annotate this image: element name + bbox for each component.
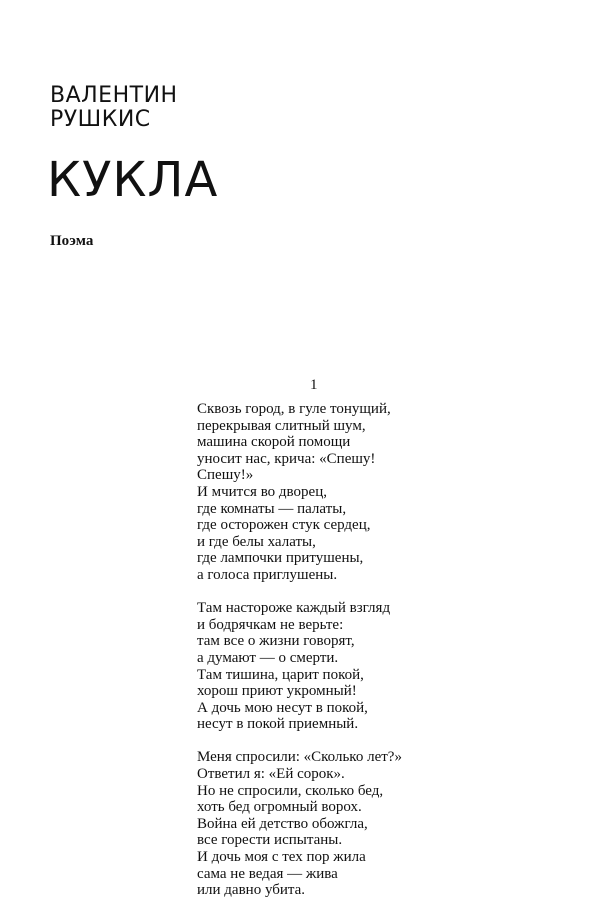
author-last-name: РУШКИС [50,107,151,132]
poem-line: где осторожен стук сердец, [197,517,371,534]
poem-line: А дочь мою несут в покой, [197,699,368,716]
poem-line: там все о жизни говорят, [197,633,355,650]
poem-line: Меня спросили: «Сколько лет?» [197,749,402,766]
poem-line: перекрывая слитный шум, [197,417,366,434]
poem-line: Спешу!» [197,467,254,484]
poem-line: где лампочки притушены, [197,550,364,567]
poem-line: а думают — о смерти. [197,649,339,666]
poem-line: а голоса приглушены. [197,566,338,583]
poem-line: или давно убита. [197,882,306,899]
poem-line: И мчится во дворец, [197,483,327,500]
stanza [197,401,437,584]
poem-line: машина скорой помощи [197,434,351,451]
poem-line: и где белы халаты, [197,533,316,550]
stanza [197,749,437,898]
poem-line: хоть бед огромный ворох. [197,799,362,816]
author-name [50,84,178,132]
poem-line: Но не спросили, сколько бед, [197,782,384,799]
poem-line: Там тишина, царит покой, [197,666,364,683]
poem-line: Там настороже каждый взгляд [197,600,391,617]
poem-line: где комнаты — палаты, [197,500,347,517]
poem-line: несут в покой приемный. [197,716,359,733]
poem-line: уносит нас, крича: «Спешу! [197,450,376,467]
poem-line: Сквозь город, в гуле тонущий, [197,401,391,417]
genre-label: Поэма [50,233,94,249]
poem-line: все горести испытаны. [197,832,343,849]
poem-body [197,401,437,899]
poem-line: Ответил я: «Ей сорок». [197,766,345,783]
poem-title: КУКЛА [47,152,219,208]
section-number: 1 [310,377,318,393]
poem-line: Война ей детство обожгла, [197,815,368,832]
author-first-name: ВАЛЕНТИН [50,83,178,108]
poem-line: и бодрячкам не верьте: [197,616,344,633]
poem-line: И дочь моя с тех пор жила [197,849,366,866]
stanza [197,600,437,733]
poem-line: сама не ведая — жива [197,865,338,882]
poem-line: хорош приют укромный! [197,683,357,700]
